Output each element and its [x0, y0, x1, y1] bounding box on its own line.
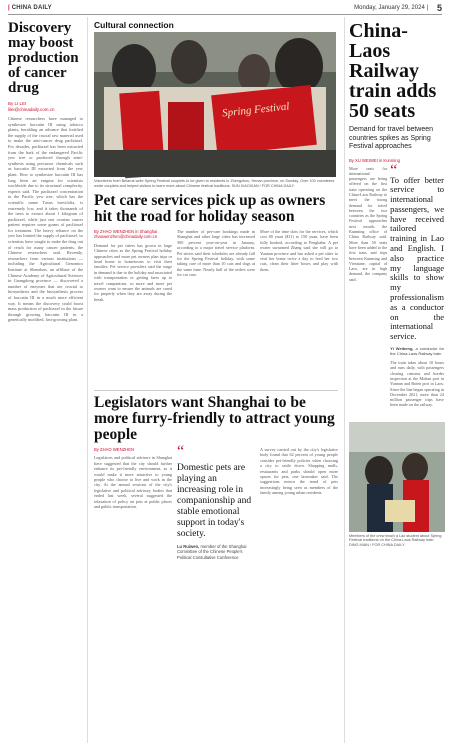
railway-photo — [349, 422, 445, 532]
legislators-column-1 — [94, 447, 172, 653]
pullquote-source — [177, 544, 255, 560]
railway-column-2 — [390, 161, 444, 416]
news-photo — [94, 32, 336, 177]
pet-care-text-1: Demand for pet sitters has grown in large Chinese cities as the Spring Festival holiday approaches and more pet owners plan trips or head home to hometowns to visit their families. Pet service providers said the surge in demand is due to the holiday and associated with transportation or getting fares up to travel companions, so more and more pet owners want to ensure the animals are cared for properly when they are away during the break. — [94, 242, 172, 302]
legislators-column-2: A survey carried out by the city's legislative body found that 62 percent of young people consider pet-friendly policies when choosing a city to settle down. Shopping malls, restaurants and parks should open more spaces for pets, one lawmaker said. The suggestions mirror the trend of pets increasingly being seen as members of the family among young urban residents. — [260, 447, 338, 496]
pet-care-column-1 — [94, 229, 172, 387]
legislators-text-1: Legislators and political advisers in Shanghai have suggested that the city should further enhance its pet-friendly environment, as it would make it more attractive to young people who choose to live and work in the city. At the annual sessions of the city's legislative and political advisory bodies that ended last week, several suggested the relaxation of policy on pets at public places and public transportation. — [94, 455, 172, 510]
railway-headline: China-Laos Railway train adds 50 seats — [349, 20, 437, 122]
page-number: 5 — [436, 3, 442, 13]
pet-care-byline — [94, 229, 172, 240]
publication-label: CHINA DAILY — [11, 5, 52, 11]
railway-dek: Demand for travel between countries spikes as Spring Festival approaches — [349, 126, 434, 150]
photo-illustration — [94, 32, 336, 177]
railway-photo-caption: Members of the crew teach a Lao student about Spring Festival traditions on the China-Laos Railway train. DING MIAN / FOR CHINA DAILY — [349, 533, 442, 548]
railway-column-1: More seats for international passengers are being offered on the first train operating on the China-Laos Railway to meet the strong demand for travel between the two countries as the Spring Festival approaches next month, the Kunming office of China Railway said. More than 50 seats have been added to the first train, and trips between Kunming and Vientiane, capital of Laos, are in high demand, the company said. — [349, 165, 388, 282]
pullquote — [177, 443, 255, 653]
railway-quote-mark-icon: “ — [390, 161, 398, 179]
legislators-byline: By ZHAO WENZHEN — [94, 447, 135, 452]
railway-photo-illustration — [349, 422, 445, 532]
left-column — [8, 17, 88, 743]
pet-care-column-2: The number of pet-care bookings made in Shanghai and other large cities has increased 300 percent year-on-year in January, according to a major travel service platform. Pet sitters said their schedules are already full for the Spring Festival holiday, with some taking care of more than 10 cats and dogs at the same time. Nearly half of the orders were for cat care. — [177, 229, 255, 278]
pet-care-byline-name: By ZHAO WENZHEN in Shanghai — [94, 229, 158, 234]
legislators-headline: Legislators want Shanghai to be more furry-friendly to attract young people — [94, 394, 335, 443]
left-headline: Discovery may boost production of cancer drug — [8, 20, 79, 96]
legislators-article — [94, 443, 338, 653]
pullquote-source-desc: member of the Shanghai Committee of the Chinese People's Political Consultative Conference — [177, 544, 247, 560]
center-column — [94, 17, 338, 743]
publication-mark: | — [8, 5, 10, 11]
section-tag: Cultural connection — [94, 20, 174, 30]
divider — [94, 390, 338, 391]
railway-pullquote-desc: a conductor for the China-Laos Railway train — [390, 346, 444, 357]
railway-text-2: The train takes about 10 hours and runs daily, with passengers clearing customs and border inspection at the Mohan port in Yunnan and Boten port in Laos. Since the line began operating in December 2021, more than 24 million passenger trips have been made on the railway. — [390, 360, 444, 408]
railway-article — [349, 161, 444, 416]
pet-care-byline-email: zhaowenzhen@chinadaily.com.cn — [94, 234, 158, 240]
publication-name — [8, 5, 52, 11]
page-header — [8, 3, 442, 15]
pullquote-source-name: Lu Ruiwen, — [177, 544, 200, 549]
left-article-body: Chinese researchers have managed to synthesize baccatin III using tobacco plants, heralding an advance that fortified the supply of the crucial raw material used to make the anti-cancer drug paclitaxel. For decades, paclitaxel has been extracted from the bark of the endangered Pacific yew tree or produced through semi-synthesis using precursor chemicals such as baccatin III extracted from the yew plant. How to synthesize baccatin III has long been an enigma for scientists worldwide due to its structural complexity, experts said. The paclitaxel concentration in the Pacific yew tree, which has the scientific name Taxus brevifolia, is extremely low, and it takes thousands of the trees to extract about 1 kilogram of paclitaxel, while just one ovarian cancer patient requires some grams of paclitaxel for treatment. The heavy reliance on the yew has limited the supply of paclitaxel, so scientists have sought to make the drug out of reach for many cancer patients, the Chinese researchers said. Recently, researchers from various institutions — including the Agricultural Genomics Institute at Shenzhen, an affiliate of the Chinese Academy of Agricultural Sciences in Guangdong province — discovered a number of enzymes that are crucial to biosynthesis and the biosynthesis process of baccatin III in a much more efficient way. It means the discovery could boost mass production of paclitaxel in the future through growing baccatin III in a genetically modified, fast-growing plant. — [8, 116, 83, 323]
railway-pullquote: To offer better service to international passengers, we have received tailored training in Lao and English. I also practice my language skills to show my professionalism as a conductor on the international service. — [390, 174, 444, 342]
photo-caption: Volunteers from Belarus write Spring Festival couplets to be given to residents in Zhengzhou, Henan province, on Sunday. Over 100 volunteers wrote couplets and helped visitors to learn more about Chinese festival traditions. SUN XIAOXIAN / FOR CHINA DAILY — [94, 179, 335, 188]
pet-care-column-3: More of the time slots for the services, which cost 80 yuan ($11) to 150 yuan, have been fully booked, according to Pengbaba. A pet owner surnamed Zhang said she will go to Yunnan province and has asked a pet sitter to visit her home twice a day to feed her two cats, clean their litter boxes and play with them. — [260, 229, 338, 272]
left-byline-name: By LI LEI — [8, 101, 27, 106]
quote-mark-icon: “ — [177, 443, 185, 460]
pet-care-headline: Pet care services pick up as owners hit the road for holiday season — [94, 192, 326, 225]
issue-date: Monday, January 29, 2024 | — [354, 5, 428, 11]
left-byline — [8, 101, 83, 113]
pullquote-text: Domestic pets are playing an increasing role in companionship and stable emotional support in today's society. — [177, 463, 252, 539]
railway-pullquote-name: Yi Weibeng, — [390, 346, 414, 352]
right-column — [344, 17, 444, 743]
railway-byline: By XU WEIWEI in Kunming — [349, 157, 400, 163]
left-byline-email: lilei@chinadaily.com.cn — [8, 107, 55, 112]
pet-care-article — [94, 229, 338, 387]
railway-pullquote-source — [390, 346, 444, 356]
photo-banner: Spring Festival — [221, 100, 290, 120]
